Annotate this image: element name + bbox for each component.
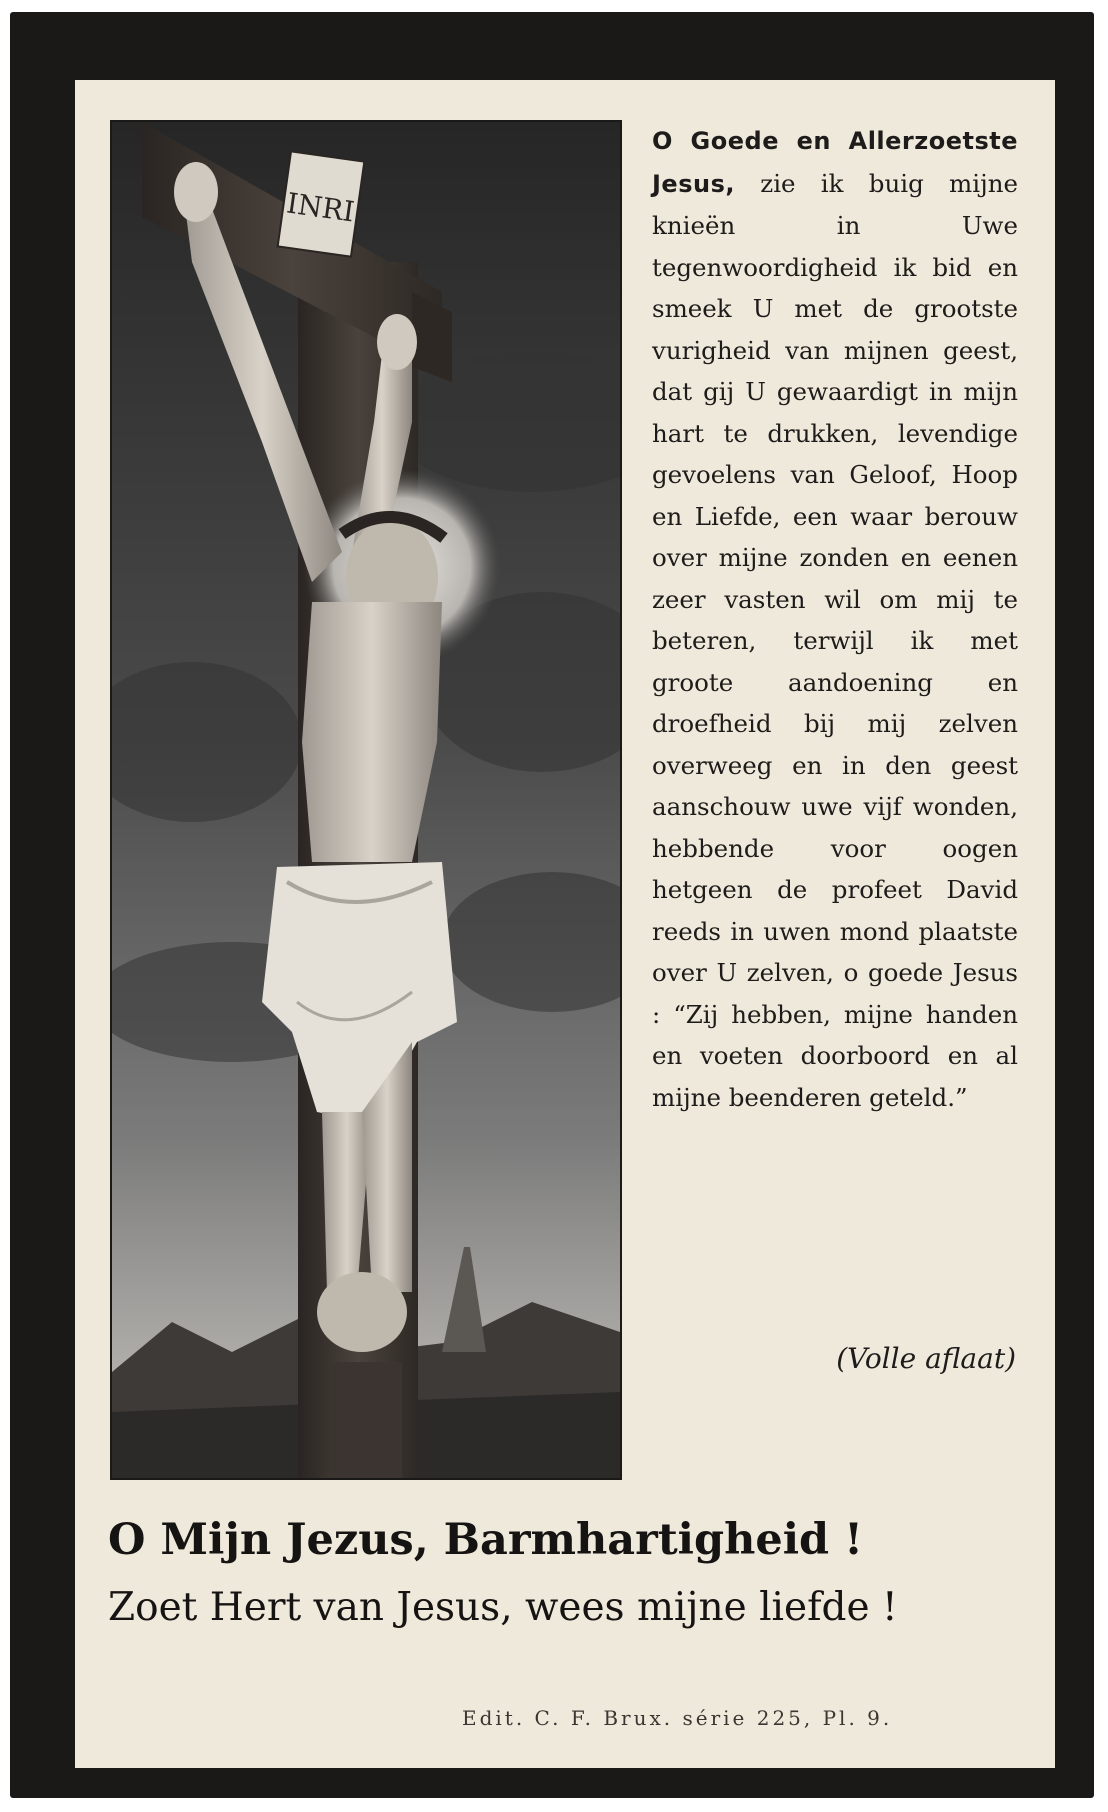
prayer-lead: O Goede en Allerzoetste Jesus, (652, 127, 1018, 198)
edition-note: Edit. C. F. Brux. série 225, Pl. 9. (462, 1706, 893, 1730)
crucifix-illustration (112, 122, 620, 1478)
inri-inscription: INRI (284, 186, 357, 229)
headline: O Mijn Jezus, Barmhartigheid ! (108, 1515, 863, 1565)
crucifixion-image (110, 120, 622, 1480)
subline: Zoet Hert van Jesus, wees mijne liefde ! (108, 1585, 898, 1630)
prayer-text (652, 120, 1018, 1118)
indulgence-note: (Volle aflaat) (836, 1342, 1016, 1375)
prayer-body: zie ik buig mijne knieën in Uwe tegenwoordigheid ik bid en smeek U met de grootste vurigheid van mijnen geest, dat gij U gewaardigt in mijn hart te drukken, levendige gevoelens van Geloof, Hoop en Liefde, een waar berouw over mijne zonden en eenen zeer vasten wil om mij te beteren, terwijl ik met groote aandoening en droefheid bij mij zelven overweeg en in den geest aanschouw uwe vijf wonden, hebbende voor oogen hetgeen de profeet David reeds in uwen mond plaatste over U zelven, o goede Jesus : “Zij hebben, mijne handen en voeten doorboord en al mijne beenderen geteld.” (652, 168, 1018, 1112)
